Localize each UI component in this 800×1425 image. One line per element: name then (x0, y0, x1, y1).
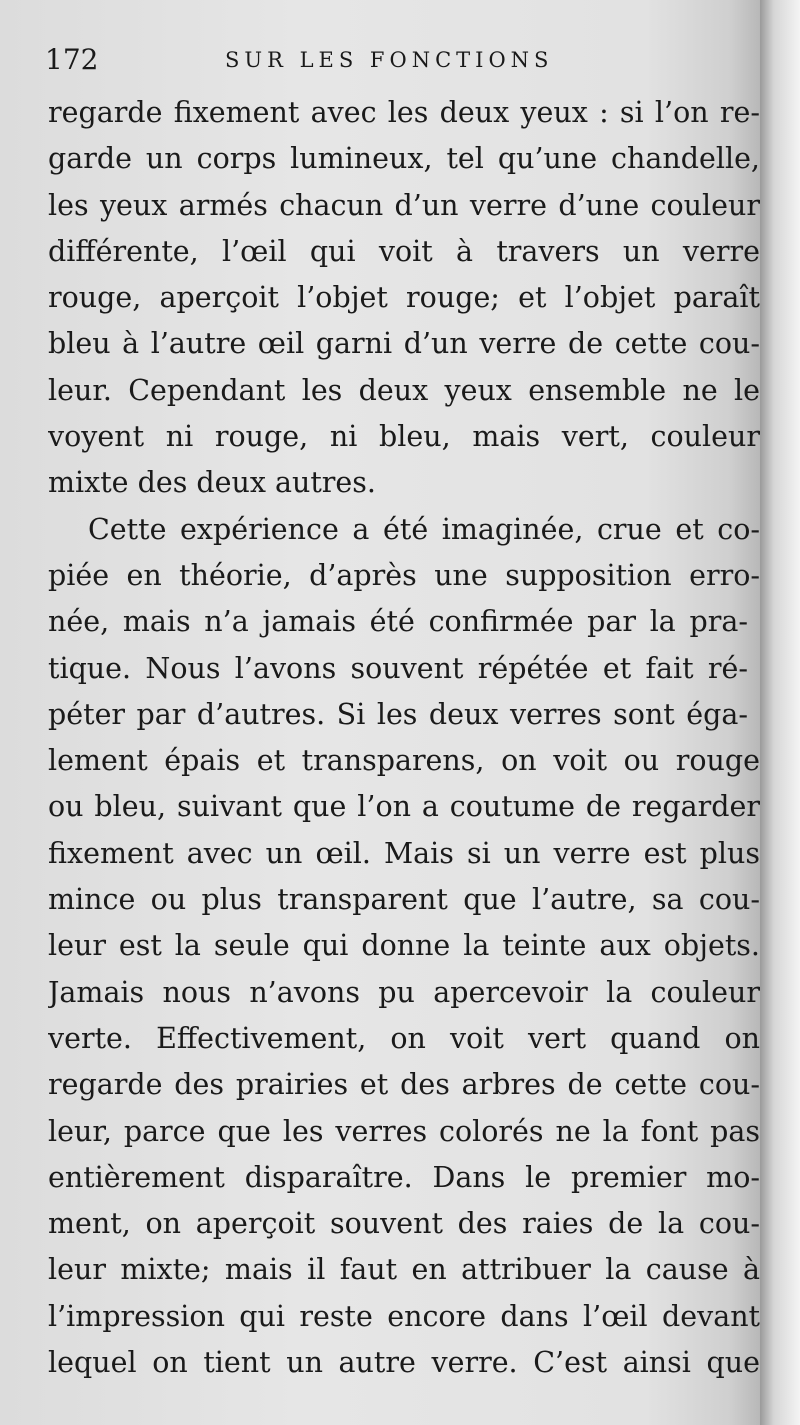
text-line: ou bleu, suivant que l’on a coutume de regarder (48, 790, 760, 824)
text-line: leur, parce que les verres colorés ne la font pas (48, 1114, 760, 1148)
paragraph-start-line: Cette expérience a été imaginée, crue et co- (88, 512, 760, 546)
text-line: leur est la seule qui donne la teinte aux objets. (48, 929, 760, 963)
text-line: regarde fixement avec les deux yeux : si l’on re- (48, 96, 760, 129)
text-line: entièrement disparaître. Dans le premier mo- (48, 1160, 760, 1194)
text-body (48, 90, 760, 1386)
text-line: lequel on tient un autre verre. C’est ainsi que (48, 1346, 760, 1380)
running-head (45, 42, 745, 78)
text-line: regarde des prairies et des arbres de cette cou- (48, 1068, 760, 1102)
text-line: née, mais n’a jamais été confirmée par la pra- (48, 605, 748, 639)
text-line: l’impression qui reste encore dans l’œil devant (48, 1299, 760, 1333)
page-number: 172 (45, 43, 99, 76)
text-line: tique. Nous l’avons souvent répétée et fait ré- (48, 651, 748, 685)
text-line: lement épais et transparens, on voit ou rouge (48, 744, 760, 778)
text-line: leur mixte; mais il faut en attribuer la cause à (48, 1253, 760, 1287)
text-line: fixement avec un œil. Mais si un verre est plus (48, 836, 760, 870)
text-line: piée en théorie, d’après une supposition erro- (48, 558, 760, 592)
text-line: ment, on aperçoit souvent des raies de la cou- (48, 1207, 760, 1241)
paragraph-end-line: mixte des deux autres. (48, 466, 376, 500)
book-gutter (760, 0, 800, 1425)
text-line: leur. Cependant les deux yeux ensemble ne le (48, 373, 760, 407)
text-line: mince ou plus transparent que l’autre, sa cou- (48, 883, 760, 917)
text-line: bleu à l’autre œil garni d’un verre de cette cou- (48, 327, 760, 361)
text-line: voyent ni rouge, ni bleu, mais vert, couleur (48, 420, 760, 454)
text-line: péter par d’autres. Si les deux verres sont éga- (48, 697, 748, 731)
running-title: SUR LES FONCTIONS (225, 48, 554, 72)
text-line: les yeux armés chacun d’un verre d’une couleur (48, 188, 760, 222)
text-line: différente, l’œil qui voit à travers un verre (48, 234, 760, 268)
text-line: Jamais nous n’avons pu apercevoir la couleur (48, 975, 760, 1009)
text-line: rouge, aperçoit l’objet rouge; et l’objet paraît (48, 281, 760, 315)
text-line: garde un corps lumineux, tel qu’une chandelle, (48, 142, 760, 176)
text-line: verte. Effectivement, on voit vert quand on (48, 1021, 760, 1055)
